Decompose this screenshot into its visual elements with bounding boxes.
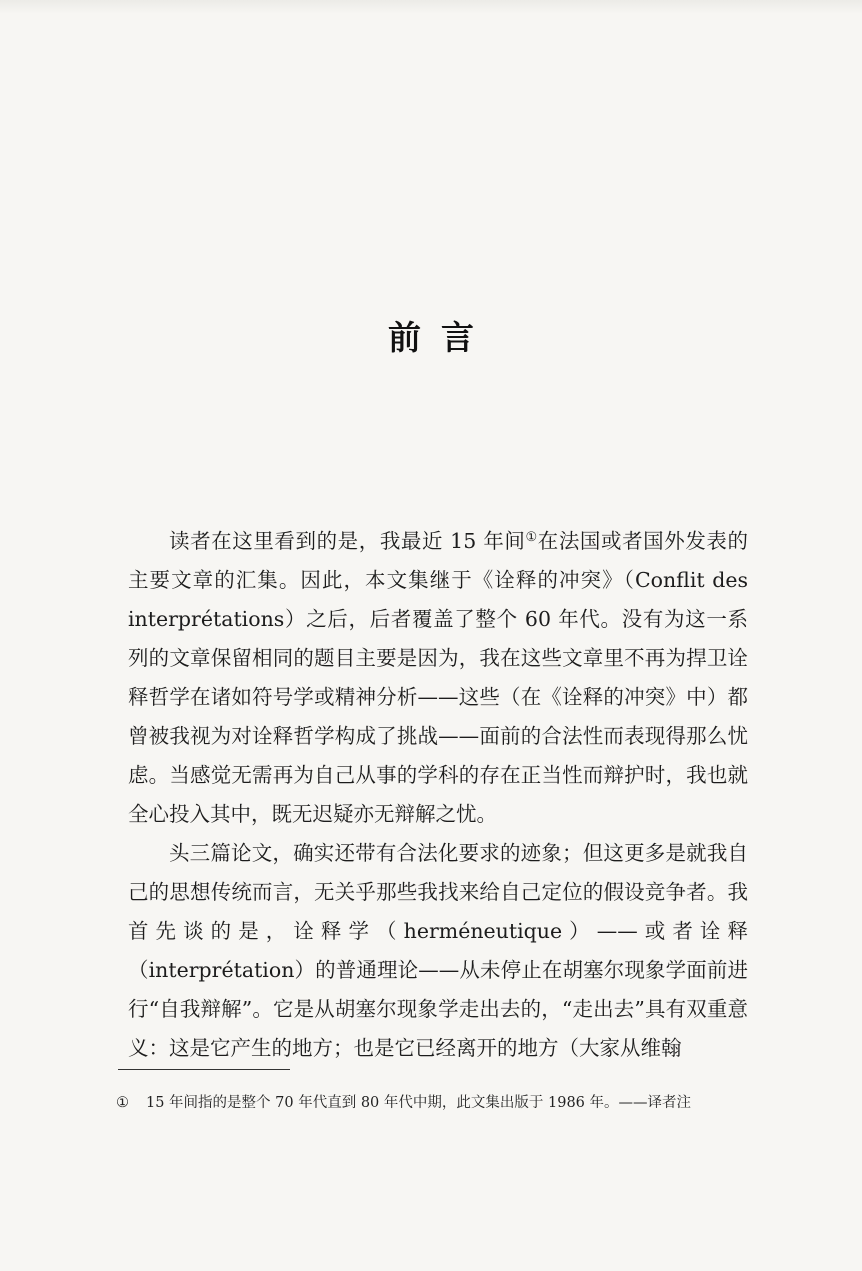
- paragraph-1: [128, 522, 748, 834]
- footnote: [116, 1090, 752, 1117]
- paragraph-1-text-a: 读者在这里看到的是，我最近 15 年间: [169, 529, 526, 553]
- paragraph-1-text-b: 在法国或者国外发表的主要文章的汇集。因此，本文集继于《诠释的冲突》（Conflit des interprétations）之后，后者覆盖了整个 60 年代。没有为这一系列的文章保留相同的题目主要是因为，我在这些文章里不再为捍卫诠释哲学在诸如符号学或精神分析——这些（在《诠释的冲突》中）都曾被我视为对诠释哲学构成了挑战——面前的合法性而表现得那么忧虑。当感觉无需再为自己从事的学科的存在正当性而辩护时，我也就全心投入其中，既无迟疑亦无辩解之忧。: [128, 529, 749, 826]
- chapter-heading: 前言: [388, 318, 494, 357]
- footnote-marker: ①: [116, 1095, 129, 1111]
- paragraph-2: 头三篇论文，确实还带有合法化要求的迹象；但这更多是就我自己的思想传统而言，无关乎那些我找来给自己定位的假设竞争者。我首先谈的是，诠释学（herméneutique）——或者诠释（interprétation）的普通理论——从未停止在胡塞尔现象学面前进行“自我辩解”。它是从胡塞尔现象学走出去的，“走出去”具有双重意义：这是它产生的地方；也是它已经离开的地方（大家从维翰: [128, 841, 748, 1060]
- page-top-edge: [0, 0, 862, 14]
- body-text: [128, 522, 748, 1068]
- footnote-divider: [118, 1069, 290, 1070]
- footnote-text: 15 年间指的是整个 70 年代直到 80 年代中期，此文集出版于 1986 年。——译者注: [146, 1095, 692, 1111]
- footnote-reference: ①: [525, 530, 538, 545]
